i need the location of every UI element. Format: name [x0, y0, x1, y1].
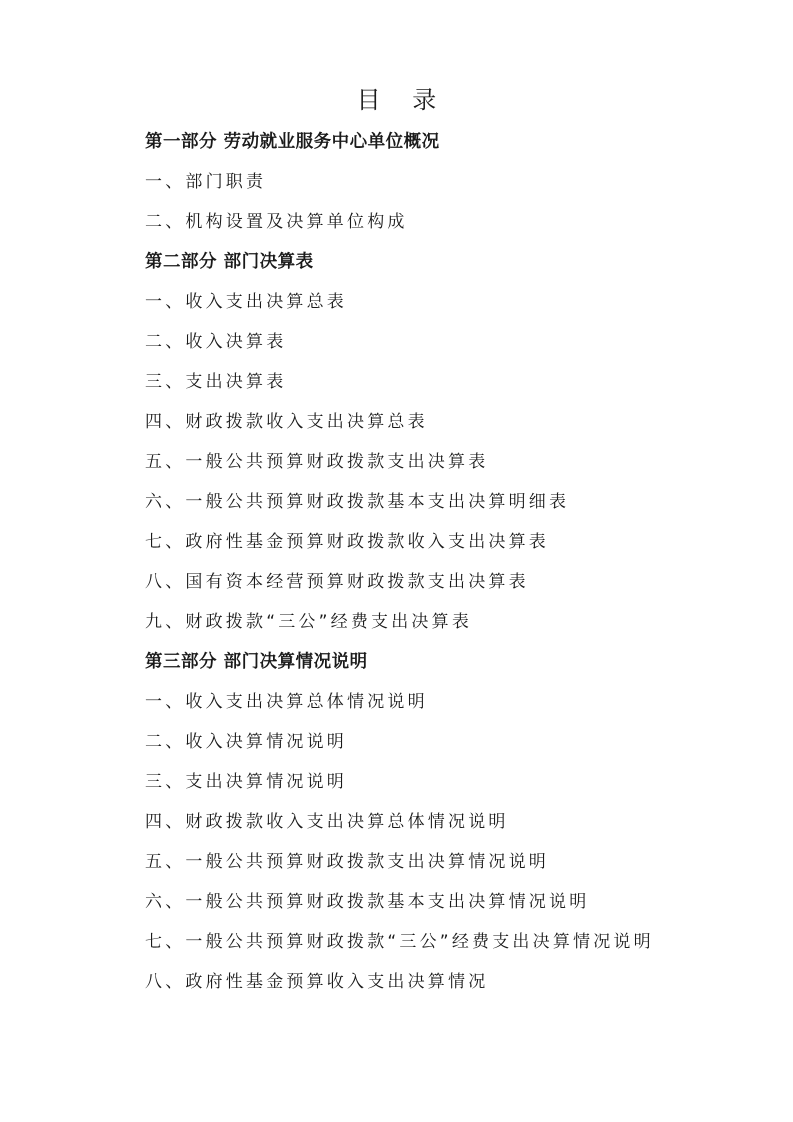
toc-section-heading: 第一部分 劳动就业服务中心单位概况 — [145, 132, 440, 152]
toc-entry: 二、收入决算情况说明 — [145, 732, 347, 752]
toc-entry: 八、国有资本经营预算财政拨款支出决算表 — [145, 572, 529, 592]
toc-entry: 六、一般公共预算财政拨款基本支出决算情况说明 — [145, 892, 590, 912]
toc-entry: 七、政府性基金预算财政拨款收入支出决算表 — [145, 532, 549, 552]
toc-entry: 六、一般公共预算财政拨款基本支出决算明细表 — [145, 492, 570, 512]
toc-entry: 七、一般公共预算财政拨款“三公”经费支出决算情况说明 — [145, 932, 654, 952]
toc-entry: 四、财政拨款收入支出决算总表 — [145, 412, 428, 432]
toc-entry: 一、收入支出决算总表 — [145, 292, 347, 312]
toc-entry: 五、一般公共预算财政拨款支出决算表 — [145, 452, 489, 472]
table-of-contents — [145, 122, 753, 1002]
toc-section-heading: 第三部分 部门决算情况说明 — [145, 652, 368, 672]
toc-entry: 四、财政拨款收入支出决算总体情况说明 — [145, 812, 509, 832]
toc-entry: 一、收入支出决算总体情况说明 — [145, 692, 428, 712]
toc-entry: 二、机构设置及决算单位构成 — [145, 212, 408, 232]
toc-entry: 三、支出决算表 — [145, 372, 287, 392]
toc-entry: 三、支出决算情况说明 — [145, 772, 347, 792]
toc-section-heading: 第二部分 部门决算表 — [145, 252, 314, 272]
toc-entry: 一、部门职责 — [145, 172, 267, 192]
toc-entry: 九、财政拨款“三公”经费支出决算表 — [145, 612, 473, 632]
toc-entry: 二、收入决算表 — [145, 332, 287, 352]
toc-entry: 八、政府性基金预算收入支出决算情况 — [145, 972, 489, 992]
page-title: 目 录 — [356, 86, 449, 114]
toc-entry: 五、一般公共预算财政拨款支出决算情况说明 — [145, 852, 549, 872]
